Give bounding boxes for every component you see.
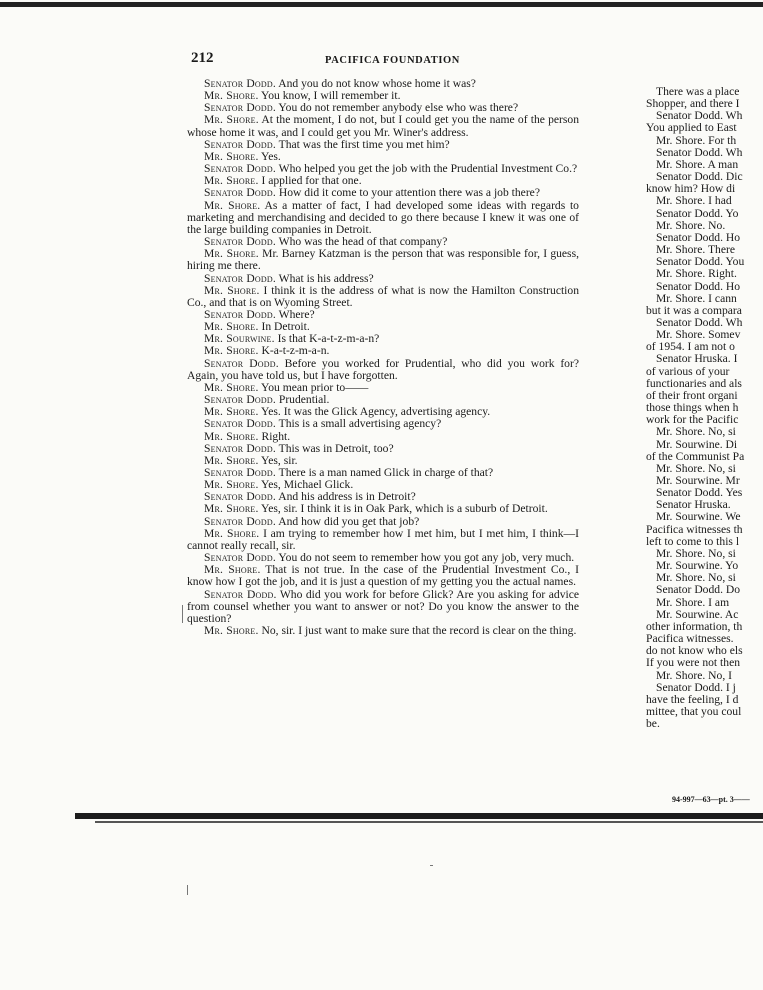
right-column-line: know him? How di <box>646 182 736 196</box>
speech-text: There is a man named Glick in charge of that? <box>275 466 494 479</box>
speaker-name: Senator Dodd. <box>204 235 276 249</box>
speaker-name: Senator Dodd. <box>204 441 276 455</box>
right-column-line: Mr. Shore. Right. <box>656 267 737 281</box>
speaker-name: Senator Dodd. <box>204 466 276 479</box>
speech-text: What is his address? <box>275 271 374 285</box>
speech-text: Yes, sir. I think it is in Oak Park, which is a suburb of Detroit. <box>258 502 548 516</box>
top-page-rule <box>0 2 763 7</box>
speech-text: That is not true. In the case of the Prudential Investment Co., I know how I got the job, and it is just a question of my getting you the actual names. <box>187 563 579 589</box>
running-head: PACIFICA FOUNDATION <box>325 55 460 66</box>
speech-text: As a matter of fact, I had developed some ideas with regards to marketing and merchandising and decided to go there because I knew it was one of the large building companies in Detroit. <box>187 198 579 236</box>
transcript-paragraph <box>187 114 579 138</box>
right-column-line: Mr. Shore. No, si <box>656 546 736 560</box>
right-column-line: Mr. Shore. No. <box>656 218 726 232</box>
speaker-name: Mr. Shore. <box>204 198 261 212</box>
transcript-paragraph <box>187 589 579 625</box>
right-column-line: Pacifica witnesses. <box>646 632 734 646</box>
right-column-line: Senator Dodd. Wh <box>656 145 743 159</box>
right-column-line: Mr. Sourwine. Ac <box>656 607 739 621</box>
right-column-line: Mr. Sourwine. Di <box>656 437 738 451</box>
scan-speck <box>182 605 183 623</box>
right-column-line: Mr. Shore. No, I <box>656 668 732 682</box>
speech-text: You know, I will remember it. <box>258 89 401 103</box>
speaker-name: Mr. Shore. <box>204 526 260 540</box>
speech-text: You do not seem to remember how you got any job, very much. <box>275 551 575 565</box>
speech-text: Where? <box>275 307 315 321</box>
speech-text: I think it is the address of what is now the Hamilton Construction Co., and that is on Wyoming Street. <box>187 283 580 309</box>
speech-text: Prudential. <box>275 393 330 407</box>
speech-text: How did it come to your attention there was a job there? <box>275 186 540 200</box>
speech-text: And how did you get that job? <box>275 514 420 528</box>
right-column-line: those things when h <box>646 401 739 415</box>
speaker-name: Mr. Shore. <box>204 624 259 638</box>
speech-text: I applied for that one. <box>258 174 362 188</box>
speaker-name: Senator Dodd. <box>204 307 276 321</box>
speech-text: Yes. It was the Glick Agency, advertising agency. <box>258 405 491 419</box>
footer-print-code: 94-997—63—pt. 3—— <box>672 795 750 804</box>
right-column-line: Senator Dodd. I j <box>656 680 736 694</box>
right-column-line: Mr. Sourwine. We <box>656 510 741 524</box>
right-column-line: Senator Dodd. Ho <box>656 230 741 244</box>
right-column-line: left to come to this l <box>646 534 740 548</box>
speaker-name: Senator Dodd. <box>204 417 276 431</box>
right-column-line: Senator Hruska. <box>656 498 731 512</box>
right-column-line: Mr. Shore. No, si <box>656 571 736 585</box>
right-column-line: Senator Dodd. Do <box>656 583 741 597</box>
right-column-line: Senator Dodd. Dic <box>656 170 743 184</box>
right-column-line: functionaries and als <box>646 376 742 390</box>
right-column-line: Senator Dodd. Yes <box>656 486 743 500</box>
speaker-name: Senator Dodd. <box>204 101 276 115</box>
speech-text: You mean prior to—— <box>258 380 369 394</box>
speech-text: Is that K-a-t-z-m-a-n? <box>274 332 380 346</box>
bottom-scan-edge <box>75 813 763 819</box>
speaker-name: Senator Dodd. <box>204 186 276 200</box>
right-column-line: Pacifica witnesses th <box>646 522 743 536</box>
speech-text: Before you worked for Prudential, who did you work for? Again, you have told us, but I have forgotten. <box>187 356 579 382</box>
speech-text: Who helped you get the job with the Prudential Investment Co.? <box>275 162 578 176</box>
transcript-paragraph <box>187 285 579 309</box>
speaker-name: Senator Dodd. <box>204 393 276 407</box>
speech-text: You do not remember anybody else who was there? <box>275 101 519 115</box>
speech-text: I am trying to remember how I met him, but I met him, I think—I cannot really recall, sir. <box>187 526 579 552</box>
bottom-scan-edge-shadow <box>95 821 763 823</box>
speech-text: And you do not know whose home it was? <box>275 77 476 90</box>
right-column-line: of 1954. I am not o <box>646 340 735 354</box>
right-column-line: Mr. Shore. No, si <box>656 425 736 439</box>
right-column-text <box>646 85 763 731</box>
right-column-line: of the Communist Pa <box>646 449 745 463</box>
right-column-line: Mr. Shore. Somev <box>656 328 741 342</box>
scan-speck <box>187 885 188 895</box>
speech-text: In Detroit. <box>258 320 310 334</box>
speaker-name: Mr. Shore. <box>204 247 259 261</box>
speaker-name: Senator Dodd. <box>204 77 276 90</box>
speaker-name: Mr. Sourwine. <box>204 332 275 346</box>
left-column-text <box>187 78 579 637</box>
speaker-name: Senator Dodd. <box>204 551 276 565</box>
right-column-line: Mr. Sourwine. Mr <box>656 474 740 487</box>
speech-text: Yes, Michael Glick. <box>258 478 354 492</box>
speaker-name: Mr. Shore. <box>204 149 259 163</box>
speaker-name: Mr. Shore. <box>204 320 259 334</box>
right-column-line: Senator Dodd. Ho <box>656 279 741 293</box>
right-column-line: have the feeling, I d <box>646 692 739 706</box>
speaker-name: Senator Dodd. <box>204 271 276 285</box>
right-column-line: Mr. Shore. For th <box>656 133 737 147</box>
speech-text: Who did you work for before Glick? Are you asking for advice from counsel whether you want to answer or not? Do you know the answer to the question? <box>187 587 579 625</box>
speech-text: K-a-t-z-m-a-n. <box>258 344 330 358</box>
right-column-line: You applied to East <box>646 121 737 135</box>
right-column-line: Mr. Shore. There <box>656 243 735 257</box>
speaker-name: Mr. Shore. <box>204 502 259 516</box>
speech-text: This was in Detroit, too? <box>275 441 394 455</box>
transcript-paragraph <box>187 528 579 552</box>
right-column-line: Senator Hruska. I <box>656 352 738 366</box>
speaker-name: Mr. Shore. <box>204 563 261 577</box>
transcript-paragraph <box>187 248 579 272</box>
right-column-line: Mr. Shore. A man <box>656 157 739 171</box>
speaker-name: Mr. Shore. <box>204 478 259 492</box>
right-column-line: but it was a compara <box>646 303 742 317</box>
right-column-line: Mr. Sourwine. Yo <box>656 559 739 573</box>
speaker-name: Senator Dodd. <box>204 137 276 151</box>
right-column-line: of their front organi <box>646 388 738 402</box>
speaker-name: Mr. Shore. <box>204 405 259 419</box>
right-column-line: Mr. Shore. I had <box>656 194 732 208</box>
page-number: 212 <box>191 50 214 66</box>
speaker-name: Senator Dodd. <box>204 514 276 528</box>
speaker-name: Mr. Shore. <box>204 89 259 103</box>
speaker-name: Mr. Shore. <box>204 283 260 297</box>
speech-text: That was the first time you met him? <box>275 137 450 151</box>
right-column-line: Mr. Shore. I am <box>656 595 730 609</box>
speech-text: At the moment, I do not, but I could get you the name of the person whose home it was, and I could get you Mr. Winer's address. <box>187 113 579 139</box>
right-column-line: Mr. Shore. No, si <box>656 461 736 475</box>
speech-text: This is a small advertising agency? <box>275 417 442 431</box>
speaker-name: Mr. Shore. <box>204 174 259 188</box>
speaker-name: Mr. Shore. <box>204 113 259 127</box>
speaker-name: Senator Dodd. <box>204 356 279 370</box>
speaker-name: Mr. Shore. <box>204 344 259 358</box>
speaker-name: Mr. Shore. <box>204 380 259 394</box>
speaker-name: Mr. Shore. <box>204 453 259 467</box>
speaker-name: Senator Dodd. <box>204 490 276 504</box>
scan-speck <box>430 865 433 866</box>
right-column-line: Senator Dodd. Wh <box>656 315 743 329</box>
right-column-line: Senator Dodd. You <box>656 255 745 269</box>
right-column-line: work for the Pacific <box>646 413 739 427</box>
speaker-name: Mr. Shore. <box>204 429 259 443</box>
speech-text: And his address is in Detroit? <box>275 490 416 504</box>
right-column-line: There was a place <box>656 85 740 98</box>
transcript-paragraph <box>187 358 579 382</box>
speaker-name: Senator Dodd. <box>204 587 277 601</box>
right-column-line: of various of your <box>646 364 730 378</box>
right-column-line: mittee, that you coul <box>646 704 742 718</box>
speech-text: Yes, sir. <box>258 453 298 467</box>
right-column-line: Mr. Shore. I cann <box>656 291 737 305</box>
speech-text: Yes. <box>258 149 281 163</box>
speech-text: Right. <box>258 429 291 443</box>
transcript-paragraph <box>187 200 579 236</box>
transcript-paragraph <box>187 564 579 588</box>
right-column-line: Shopper, and there I <box>646 97 740 111</box>
speech-text: Who was the head of that company? <box>275 235 448 249</box>
right-column-line: be. <box>646 717 660 731</box>
transcript-paragraph <box>187 625 579 637</box>
speech-text: Mr. Barney Katzman is the person that was responsible for, I guess, hiring me there. <box>187 247 579 273</box>
speaker-name: Senator Dodd. <box>204 162 276 176</box>
right-column-line: other information, th <box>646 619 743 633</box>
right-column-line: Senator Dodd. Wh <box>656 109 743 123</box>
right-column-line: If you were not then <box>646 656 741 670</box>
right-column-line: do not know who els <box>646 644 743 658</box>
right-column-line: Senator Dodd. Yo <box>656 206 739 220</box>
speech-text: No, sir. I just want to make sure that the record is clear on the thing. <box>258 624 577 638</box>
